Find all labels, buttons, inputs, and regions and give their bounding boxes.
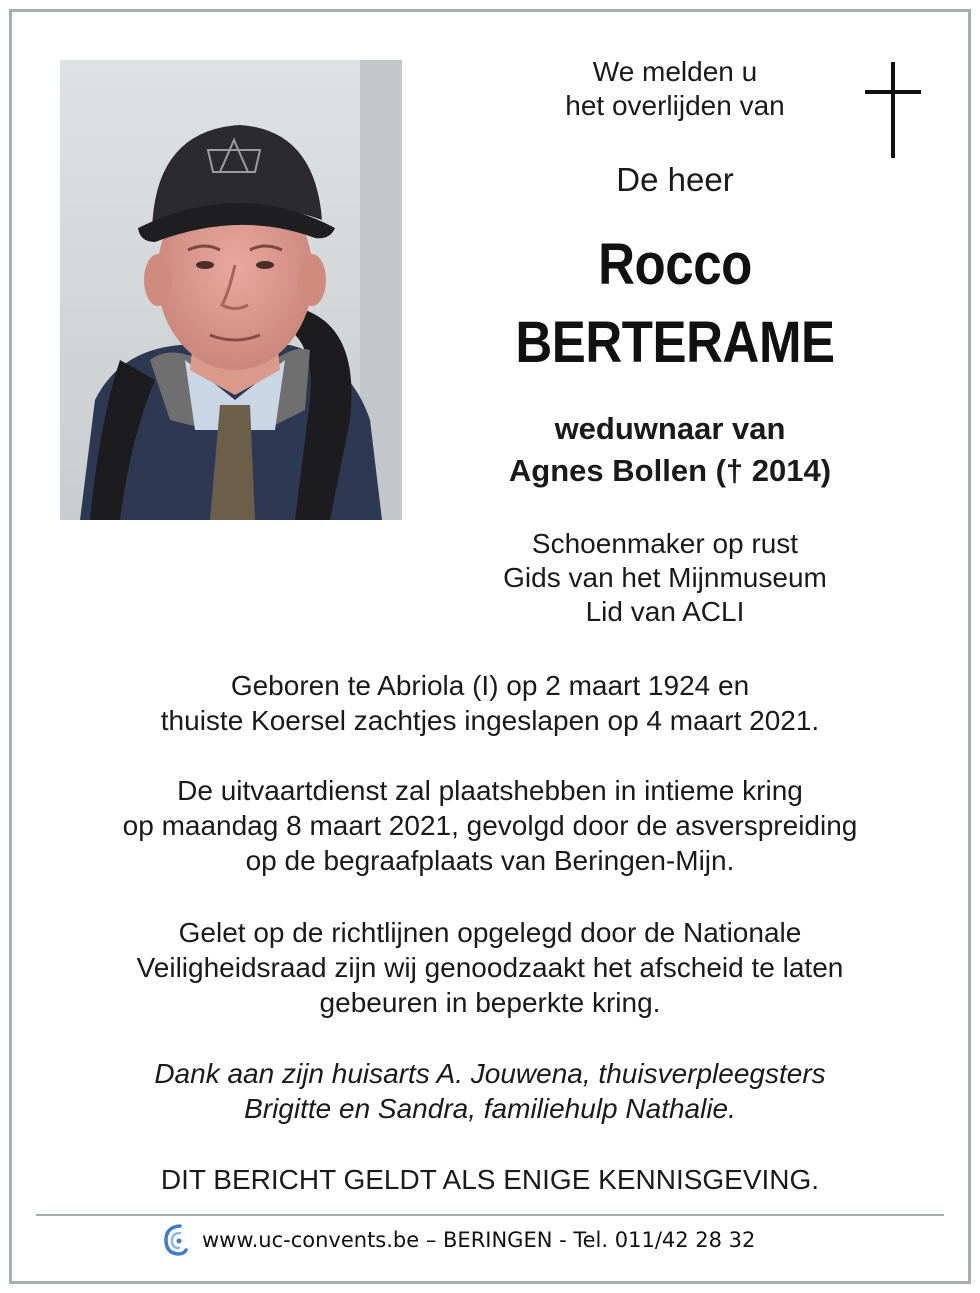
role-item: Lid van ACLI — [585, 596, 745, 627]
first-name: Rocco — [598, 232, 752, 297]
thanks-paragraph — [40, 1056, 940, 1126]
widow-line: weduwnaar van — [554, 411, 786, 446]
paragraph-line: op maandag 8 maart 2021, gevolgd door de asverspreiding — [122, 810, 858, 841]
paragraph-line: De uitvaartdienst zal plaatshebben in intieme kring — [177, 775, 803, 806]
intro-line: We melden u — [592, 56, 758, 87]
uc-convents-logo-icon — [160, 1223, 190, 1257]
funeral-service-paragraph — [40, 773, 940, 878]
honorific: De heer — [616, 161, 734, 198]
last-name: BERTERAME — [515, 310, 835, 375]
role-item: Gids van het Mijnmuseum — [503, 562, 827, 593]
notice-text: DIT BERICHT GELDT ALS ENIGE KENNISGEVING. — [160, 1164, 820, 1195]
footer-divider — [36, 1214, 944, 1216]
paragraph-line: Veiligheidsraad zijn wij genoodzaakt het afscheid te laten — [136, 952, 844, 983]
role-item: Schoenmaker op rust — [531, 528, 799, 559]
portrait-photo — [60, 60, 402, 520]
footer — [160, 1222, 860, 1258]
paragraph-line: Geboren te Abriola (I) op 2 maart 1924 en — [230, 670, 750, 701]
restrictions-paragraph — [40, 915, 940, 1020]
paragraph-line: Gelet op de richtlijnen opgelegd door de Nationale — [178, 917, 802, 948]
widow-text — [440, 408, 900, 492]
birth-death-paragraph — [40, 668, 940, 738]
paragraph-line: Brigitte en Sandra, familiehulp Nathalie. — [244, 1093, 736, 1124]
cross-icon — [865, 62, 921, 158]
intro-line: het overlijden van — [565, 90, 785, 121]
spouse-name: Agnes Bollen († 2014) — [508, 453, 832, 488]
footer-contact[interactable]: www.uc-convents.be – BERINGEN - Tel. 011/42 28 32 — [202, 1228, 756, 1252]
intro-text — [515, 55, 835, 123]
roles-list — [440, 527, 890, 629]
paragraph-line: gebeuren in beperkte kring. — [319, 987, 661, 1018]
paragraph-line: Dank aan zijn huisarts A. Jouwena, thuisverpleegsters — [154, 1058, 826, 1089]
paragraph-line: thuiste Koersel zachtjes ingeslapen op 4 maart 2021. — [160, 705, 820, 736]
paragraph-line: op de begraafplaats van Beringen-Mijn. — [245, 845, 735, 876]
